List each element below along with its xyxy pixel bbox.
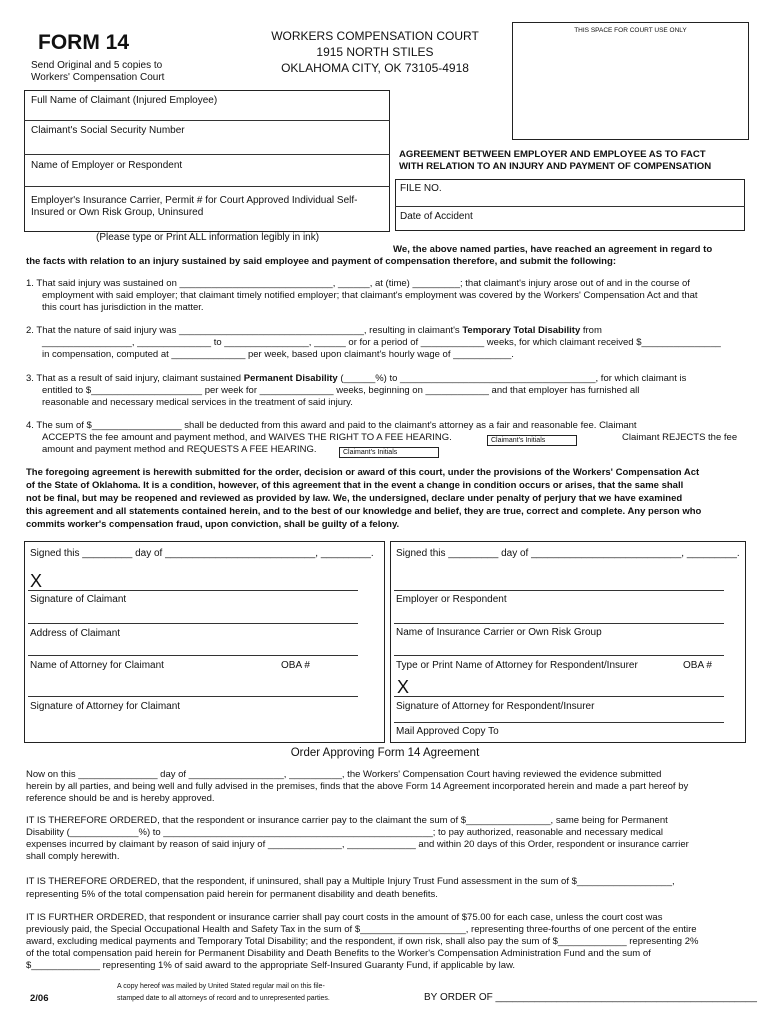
- item-3-text-a: 3. That as a result of said injury, claimant sustained: [26, 373, 242, 384]
- signed-left[interactable]: Signed this _________ day of ___________________________, _________.: [30, 548, 374, 559]
- item-4-line-1: 4. The sum of $_________________ shall be deducted from this award and paid to the claimant's attorney as a fair and reasonable fee. Claimant: [26, 420, 637, 431]
- date-of-accident-field[interactable]: Date of Accident: [400, 211, 473, 222]
- divider: [395, 206, 745, 207]
- item-3-line-3: reasonable and necessary medical services in the treatment of said injury.: [42, 397, 353, 408]
- signature-line[interactable]: [394, 590, 724, 591]
- order-p4-line-3: award, excluding medical payments and Temporary Total Disability; and the respondent, if own risk, shall also pay the sum of $_____________ representing 2%: [26, 936, 699, 947]
- certification-line-4: this agreement and all statements contained herein, and to the best of our knowledge and belief, they are true, correct and complete. Any person who: [26, 506, 702, 517]
- certification-line-5: commits worker's compensation fraud, upon conviction, shall be guilty of a felony.: [26, 519, 400, 530]
- attorney-claimant-label: Name of Attorney for Claimant: [30, 660, 164, 671]
- agreement-heading-1: AGREEMENT BETWEEN EMPLOYER AND EMPLOYEE AS TO FACT: [399, 149, 706, 160]
- order-p1-line-1: Now on this _______________ day of __________________, __________, the Workers' Compensation Court having reviewed the evidence submitted: [26, 769, 662, 780]
- item-1-line-1: 1. That said injury was sustained on _____________________________, ______, at (time) _________; that claimant's injury arose out of and in the course of: [26, 278, 690, 289]
- employer-respondent-label: Employer or Respondent: [396, 594, 507, 605]
- divider: [24, 154, 390, 155]
- signature-line[interactable]: [394, 655, 724, 656]
- mail-note-line-1: A copy hereof was mailed by United Stated regular mail on this file-: [117, 983, 325, 990]
- certification-line-2: of the State of Oklahoma. It is a condition, however, of this agreement that in the event a change in condition occurs or arises, that the same shall: [26, 480, 684, 491]
- item-2-line-3: in compensation, computed at ______________ per week, based upon claimant's hourly wage of ___________.: [42, 349, 514, 360]
- order-p4-line-1: IT IS FURTHER ORDERED, that respondent or insurance carrier shall pay court costs in the amount of $75.00 for each case, unless the court cost was: [26, 912, 663, 923]
- item-2-line-2: _________________, ______________ to ________________, ______ or for a period of ____________ weeks, for which claimant received $_______________: [42, 337, 721, 348]
- court-name: WORKERS COMPENSATION COURT: [271, 29, 479, 43]
- item-2-text-a: 2. That the nature of said injury was ___________________________________, resulting in claimant's: [26, 325, 460, 336]
- item-3-line-2: entitled to $_____________________ per week for ______________ weeks, beginning on ____________ and that employer has furnished all: [42, 385, 640, 396]
- order-p4-line-2: previously paid, the Special Occupational Health and Safety Tax in the sum of $____________________, representing three-fourths of one percent of the entire: [26, 924, 697, 935]
- mail-note-line-2: stamped date to all attorneys of record and to unrepresented parties.: [117, 995, 330, 1002]
- claimant-signature-box: [24, 541, 385, 743]
- send-note-line-1: Send Original and 5 copies to: [31, 60, 163, 71]
- item-3-text-c: (______%) to _____________________________________, for which claimant is: [340, 373, 687, 384]
- order-p2-line-1: IT IS THEREFORE ORDERED, that the respondent or insurance carrier pay to the claimant the sum of $________________, same being for Permanent: [26, 815, 668, 826]
- signature-line[interactable]: [28, 696, 358, 697]
- claimant-initials-reject[interactable]: Claimant's Initials: [339, 447, 439, 458]
- claimant-name-field[interactable]: Full Name of Claimant (Injured Employee): [31, 95, 218, 106]
- carrier-field-line-2: Insured or Own Risk Group, Uninsured: [31, 207, 204, 218]
- order-p1-line-3: reference should be and is hereby approved.: [26, 793, 215, 804]
- oba-right-label: OBA #: [683, 660, 712, 671]
- item-1-line-3: this court has jurisdiction in the matter.: [42, 302, 204, 313]
- address-of-claimant-label: Address of Claimant: [30, 628, 121, 639]
- court-address-2: OKLAHOMA CITY, OK 73105-4918: [281, 61, 469, 75]
- employer-field[interactable]: Name of Employer or Respondent: [31, 160, 183, 171]
- print-note: (Please type or Print ALL information legibly in ink): [96, 232, 320, 243]
- item-2-line-1: [26, 326, 602, 337]
- form-title: FORM 14: [38, 31, 130, 54]
- order-p3-line-1: IT IS THEREFORE ORDERED, that the respondent, if uninsured, shall pay a Multiple Injury Trust Fund assessment in the sum of $__________________,: [26, 876, 675, 887]
- signed-right[interactable]: Signed this _________ day of ___________________________, _________.: [396, 548, 740, 559]
- respondent-signature-box: [390, 541, 746, 743]
- item-2-text-b: Temporary Total Disability: [462, 325, 581, 336]
- certification-line-1: The foregoing agreement is herewith submitted for the order, decision or award of this court, under the provisions of the Workers' Compensation Act: [26, 467, 700, 478]
- by-order-of[interactable]: BY ORDER OF _______________________________________________: [424, 992, 757, 1003]
- order-p4-line-5: $_____________ representing 1% of said award to the appropriate Self-Insured Guaranty Fund, if applicable by law.: [26, 960, 516, 971]
- respondent-x-mark: X: [397, 677, 410, 697]
- court-address-1: 1915 NORTH STILES: [316, 45, 434, 59]
- carrier-name-label: Name of Insurance Carrier or Own Risk Group: [396, 627, 602, 638]
- signature-attorney-claimant-label: Signature of Attorney for Claimant: [30, 701, 181, 712]
- divider: [24, 186, 390, 187]
- divider: [24, 120, 390, 121]
- form-revision: 2/06: [30, 993, 49, 1004]
- item-2-text-c: from: [582, 325, 602, 336]
- order-p2-line-3: expenses incurred by claimant by reason of said injury of ______________, _____________ and within 20 days of this Order, respondent or insurance carrier: [26, 839, 689, 850]
- signature-line[interactable]: [394, 696, 724, 697]
- intro-line-2: the facts with relation to an injury sustained by said employee and payment of compensation therefore, and submit the following:: [26, 256, 617, 267]
- signature-attorney-respondent-label: Signature of Attorney for Respondent/Insurer: [396, 701, 595, 712]
- agreement-heading-2: WITH RELATION TO AN INJURY AND PAYMENT OF COMPENSATION: [399, 161, 712, 172]
- signature-line[interactable]: [28, 655, 358, 656]
- file-date-box: [395, 179, 745, 231]
- carrier-field-line-1[interactable]: Employer's Insurance Carrier, Permit # for Court Approved Individual Self-: [31, 195, 358, 206]
- claimant-x-mark: X: [30, 571, 43, 591]
- item-1-line-2: employment with said employer; that claimant timely notified employer; that claimant's employment was covered by the Workers' Compensation Act and that: [42, 290, 698, 301]
- oba-left-label: OBA #: [281, 660, 310, 671]
- item-3-text-b: Permanent Disability: [243, 373, 338, 384]
- item-3-line-1: [26, 374, 686, 385]
- order-p2-line-4: shall comply herewith.: [26, 851, 120, 862]
- order-p2-line-2: Disability (_____________%) to ___________________________________________________; to pay authorized, reasonable and necessary medical: [26, 827, 664, 838]
- mail-approved-copy-label: Mail Approved Copy To: [396, 726, 499, 737]
- claimant-initials-accept[interactable]: Claimant's Initials: [487, 435, 577, 446]
- item-4-reject: Claimant REJECTS the fee: [622, 432, 738, 443]
- court-use-label: THIS SPACE FOR COURT USE ONLY: [574, 27, 687, 34]
- order-p3-line-2: representing 5% of the total compensation paid herein for permanent disability and death benefits.: [26, 889, 438, 900]
- intro-line-1: We, the above named parties, have reached an agreement in regard to: [393, 244, 713, 255]
- certification-line-3: not be final, but may be reopened and reviewed as provided by law. We, the undersigned, declare under penalty of perjury that we have examined: [26, 493, 683, 504]
- ssn-field[interactable]: Claimant's Social Security Number: [31, 125, 185, 136]
- signature-of-claimant-label: Signature of Claimant: [30, 594, 127, 605]
- item-4-line-3: amount and payment method and REQUESTS A FEE HEARING.: [42, 444, 317, 455]
- attorney-respondent-label: Type or Print Name of Attorney for Respondent/Insurer: [396, 660, 638, 671]
- signature-line[interactable]: [394, 722, 724, 723]
- order-title: Order Approving Form 14 Agreement: [290, 747, 480, 759]
- order-p4-line-4: of the total compensation paid herein for Permanent Disability and Death Benefits to the Worker's Compensation Administration Fund and the sum of: [26, 948, 651, 959]
- court-use-box: [512, 22, 749, 140]
- signature-line[interactable]: [28, 590, 358, 591]
- item-4-line-2: ACCEPTS the fee amount and payment method, and WAIVES THE RIGHT TO A FEE HEARING.: [42, 432, 452, 443]
- send-note-line-2: Workers' Compensation Court: [31, 72, 165, 83]
- order-p1-line-2: herein by all parties, and being well and fully advised in the premises, finds that the above Form 14 Agreement incorporated herein and made a part hereof by: [26, 781, 689, 792]
- signature-line[interactable]: [394, 623, 724, 624]
- signature-line[interactable]: [28, 623, 358, 624]
- file-no-field[interactable]: FILE NO.: [400, 183, 442, 194]
